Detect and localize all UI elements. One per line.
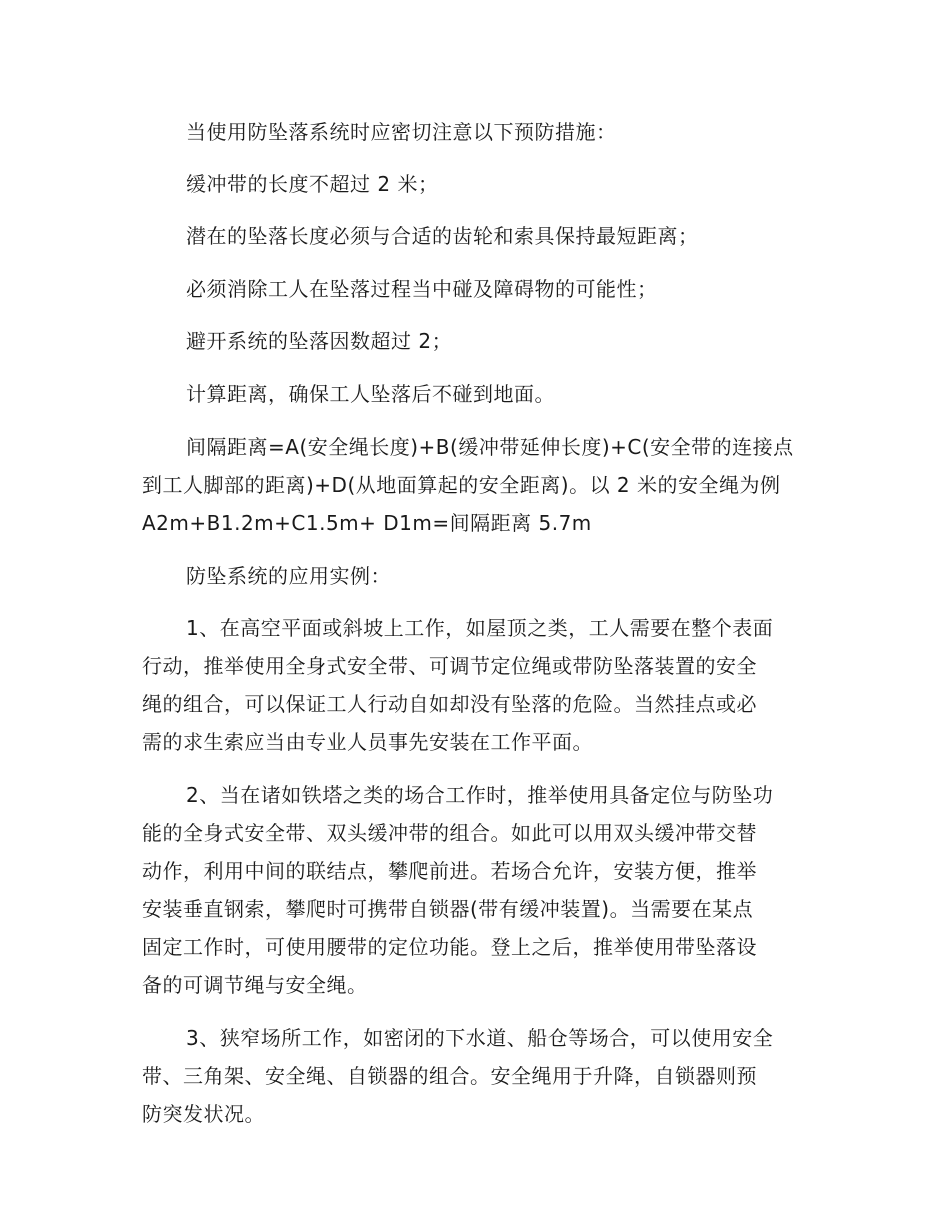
paragraph-calc-distance: 计算距离，确保工人坠落后不碰到地面。 [186, 382, 555, 406]
paragraph-precautions-intro: 当使用防坠落系统时应密切注意以下预防措施： [186, 120, 617, 144]
paragraph-formula-line-1: 间隔距离=A(安全绳长度)+B(缓冲带延伸长度)+C(安全带的连接点 [186, 435, 794, 459]
paragraph-example-2-line-1: 2、当在诸如铁塔之类的场合工作时，推举使用具备定位与防坠功 [186, 783, 774, 807]
paragraph-example-2-line-3: 动作，利用中间的联结点，攀爬前进。若场合允许，安装方便，推举 [142, 859, 757, 883]
paragraph-formula-line-3: A2m+B1.2m+C1.5m+ D1m=间隔距离 5.7m [142, 511, 592, 535]
paragraph-example-1-line-1: 1、在高空平面或斜坡上工作，如屋顶之类，工人需要在整个表面 [186, 616, 774, 640]
paragraph-formula-line-2: 到工人脚部的距离)+D(从地面算起的安全距离)。以 2 米的安全绳为例 [142, 473, 781, 497]
paragraph-example-1-line-3: 绳的组合，可以保证工人行动自如却没有坠落的危险。当然挂点或必 [142, 692, 757, 716]
paragraph-example-2-line-5: 固定工作时，可使用腰带的定位功能。登上之后，推举使用带坠落设 [142, 935, 757, 959]
paragraph-example-1-line-4: 需的求生索应当由专业人员事先安装在工作平面。 [142, 730, 593, 754]
paragraph-buffer-length: 缓冲带的长度不超过 2 米； [186, 172, 439, 196]
paragraph-example-2-line-6: 备的可调节绳与安全绳。 [142, 973, 368, 997]
paragraph-obstacles: 必须消除工人在坠落过程当中碰及障碍物的可能性； [186, 277, 658, 301]
paragraph-examples-heading: 防坠系统的应用实例： [186, 564, 391, 588]
paragraph-example-2-line-4: 安装垂直钢索，攀爬时可携带自锁器(带有缓冲装置)。当需要在某点 [142, 897, 754, 921]
paragraph-example-3-line-1: 3、狭窄场所工作，如密闭的下水道、船仓等场合，可以使用安全 [186, 1026, 774, 1050]
paragraph-example-1-line-2: 行动，推举使用全身式安全带、可调节定位绳或带防坠落装置的安全 [142, 654, 757, 678]
paragraph-example-2-line-2: 能的全身式安全带、双头缓冲带的组合。如此可以用双头缓冲带交替 [142, 821, 757, 845]
paragraph-example-3-line-3: 防突发状况。 [142, 1102, 265, 1126]
paragraph-fall-length: 潜在的坠落长度必须与合适的齿轮和索具保持最短距离； [186, 224, 699, 248]
paragraph-example-3-line-2: 带、三角架、安全绳、自锁器的组合。安全绳用于升降，自锁器则预 [142, 1064, 757, 1088]
paragraph-fall-factor: 避开系统的坠落因数超过 2； [186, 329, 453, 353]
